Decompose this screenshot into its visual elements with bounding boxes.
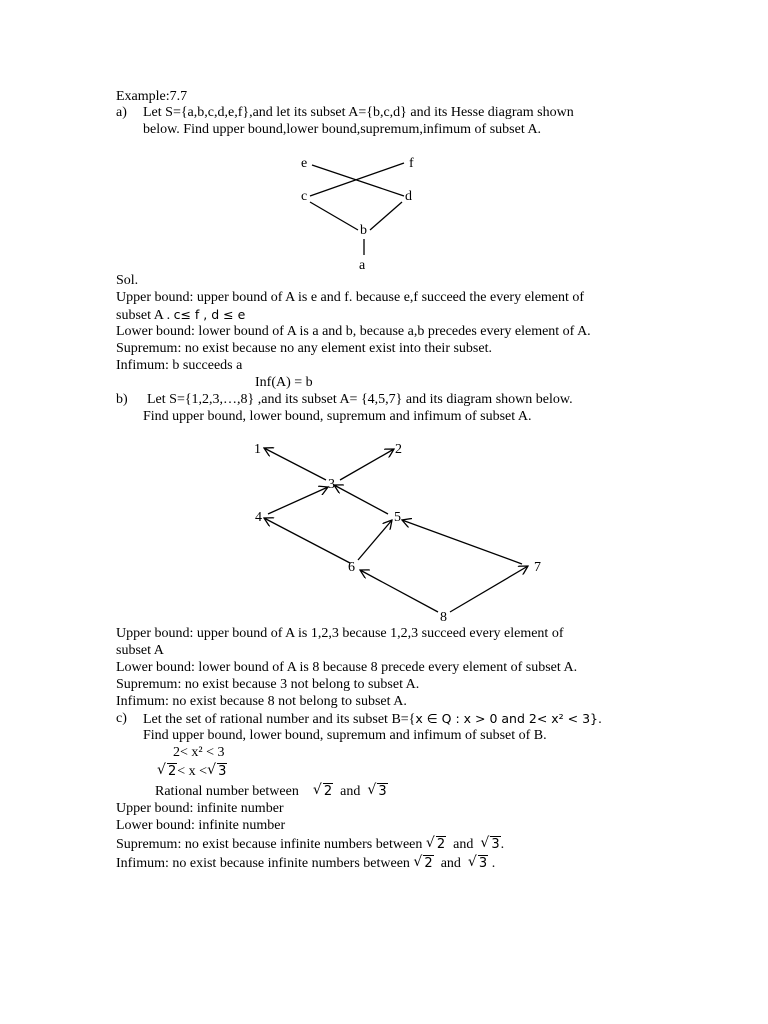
part-b-infimum: Infimum: no exist because 8 not belong to subset A. bbox=[116, 694, 407, 709]
edge-3-2 bbox=[340, 449, 394, 480]
part-c-line1 bbox=[143, 710, 602, 728]
part-c-label: c) bbox=[116, 711, 127, 726]
edge-d-b bbox=[370, 202, 402, 230]
edge-6-4 bbox=[264, 518, 350, 563]
edge-5-3 bbox=[334, 485, 388, 514]
part-c-line1-math: x ∈ Q : x > 0 and 2< x² < 3}. bbox=[415, 711, 602, 726]
and-word: and bbox=[440, 856, 461, 871]
part-c-infimum bbox=[116, 855, 495, 872]
supremum-text: Supremum: no exist because infinite numbers between bbox=[116, 837, 423, 852]
part-b-line1: Let S={1,2,3,…,8} ,and its subset A= {4,5,7} and its diagram shown below. bbox=[147, 392, 573, 407]
part-c-rational-line bbox=[155, 783, 388, 800]
part-a-upper-bound-2 bbox=[116, 306, 245, 324]
node-b: b bbox=[360, 223, 367, 238]
sqrt-3-symbol: √ 3 bbox=[468, 855, 488, 872]
node-3: 3 bbox=[328, 477, 335, 492]
sqrt-2-symbol: √ 2 bbox=[426, 836, 446, 853]
sqrt-3-symbol: √ 3 bbox=[367, 783, 387, 800]
part-a-line1: Let S={a,b,c,d,e,f},and let its subset A={b,c,d} and its Hesse diagram shown bbox=[143, 105, 574, 120]
edge-6-5 bbox=[358, 520, 392, 560]
part-a-supremum: Supremum: no exist because no any element exist into their subset. bbox=[116, 341, 492, 356]
part-c-supremum bbox=[116, 836, 504, 853]
inequality-middle: < x < bbox=[177, 764, 208, 779]
edge-4-3 bbox=[268, 487, 328, 514]
node-8: 8 bbox=[440, 610, 447, 625]
part-c-inequality-1: 2< x² < 3 bbox=[173, 745, 225, 760]
edge-8-7 bbox=[450, 566, 528, 612]
part-c-line1-text: Let the set of rational number and its subset B={ bbox=[143, 712, 416, 727]
part-a-upper-bound-2-text: subset A . bbox=[116, 308, 171, 323]
part-c-line2: Find upper bound, lower bound, supremum and infimum of subset of B. bbox=[143, 728, 547, 743]
node-4: 4 bbox=[255, 510, 262, 525]
edge-3-1 bbox=[264, 448, 326, 480]
period: . bbox=[491, 856, 496, 871]
part-a-lower-bound: Lower bound: lower bound of A is a and b, because a,b precedes every element of A. bbox=[116, 324, 591, 339]
rational-text: Rational number between bbox=[155, 784, 299, 799]
part-c-lower-bound: Lower bound: infinite number bbox=[116, 818, 286, 833]
node-5: 5 bbox=[394, 510, 401, 525]
diagram-b bbox=[240, 430, 560, 630]
node-e: e bbox=[301, 156, 308, 171]
part-b-label: b) bbox=[116, 392, 128, 407]
sqrt-3-symbol: √ 3 bbox=[207, 763, 227, 780]
edge-8-6 bbox=[360, 570, 438, 612]
hesse-diagram-a bbox=[280, 150, 440, 275]
part-a-infimum: Infimum: b succeeds a bbox=[116, 358, 243, 373]
edge-c-b bbox=[310, 202, 358, 230]
edge-7-5 bbox=[402, 520, 522, 564]
part-c-inequality-2 bbox=[157, 763, 227, 780]
part-b-supremum: Supremum: no exist because 3 not belong to subset A. bbox=[116, 677, 420, 692]
infimum-text: Infimum: no exist because infinite numbers between bbox=[116, 856, 410, 871]
node-c: c bbox=[301, 189, 308, 204]
node-7: 7 bbox=[534, 560, 541, 575]
and-word: and bbox=[453, 837, 474, 852]
and-word: and bbox=[340, 784, 361, 799]
node-d: d bbox=[405, 189, 412, 204]
edge-e-d bbox=[312, 165, 404, 196]
example-title: Example:7.7 bbox=[116, 89, 188, 104]
part-a-label: a) bbox=[116, 105, 127, 120]
part-b-upper-bound-2: subset A bbox=[116, 643, 164, 658]
sqrt-2-symbol: √ 2 bbox=[313, 783, 333, 800]
sqrt-2-symbol: √ 2 bbox=[413, 855, 433, 872]
part-b-lower-bound: Lower bound: lower bound of A is 8 because 8 precede every element of subset A. bbox=[116, 660, 578, 675]
node-6: 6 bbox=[348, 560, 355, 575]
node-f: f bbox=[409, 156, 414, 171]
sqrt-3-symbol: √ 3 bbox=[480, 836, 500, 853]
sol-label: Sol. bbox=[116, 273, 139, 288]
part-a-line2: below. Find upper bound,lower bound,supremum,infimum of subset A. bbox=[143, 122, 542, 137]
part-a-upper-bound-1: Upper bound: upper bound of A is e and f. because e,f succeed the every element of bbox=[116, 290, 585, 305]
part-b-upper-bound-1: Upper bound: upper bound of A is 1,2,3 because 1,2,3 succeed every element of bbox=[116, 626, 564, 641]
part-b-line2: Find upper bound, lower bound, supremum and infimum of subset A. bbox=[143, 409, 532, 424]
sqrt-2-symbol: √ 2 bbox=[157, 763, 177, 780]
node-2: 2 bbox=[395, 442, 402, 457]
part-a-inf-result: Inf(A) = b bbox=[255, 375, 313, 390]
node-a: a bbox=[359, 258, 366, 273]
period: . bbox=[500, 837, 505, 852]
part-c-upper-bound: Upper bound: infinite number bbox=[116, 801, 284, 816]
part-a-upper-bound-2-math: c≤ f , d ≤ e bbox=[173, 307, 246, 322]
node-1: 1 bbox=[254, 442, 261, 457]
